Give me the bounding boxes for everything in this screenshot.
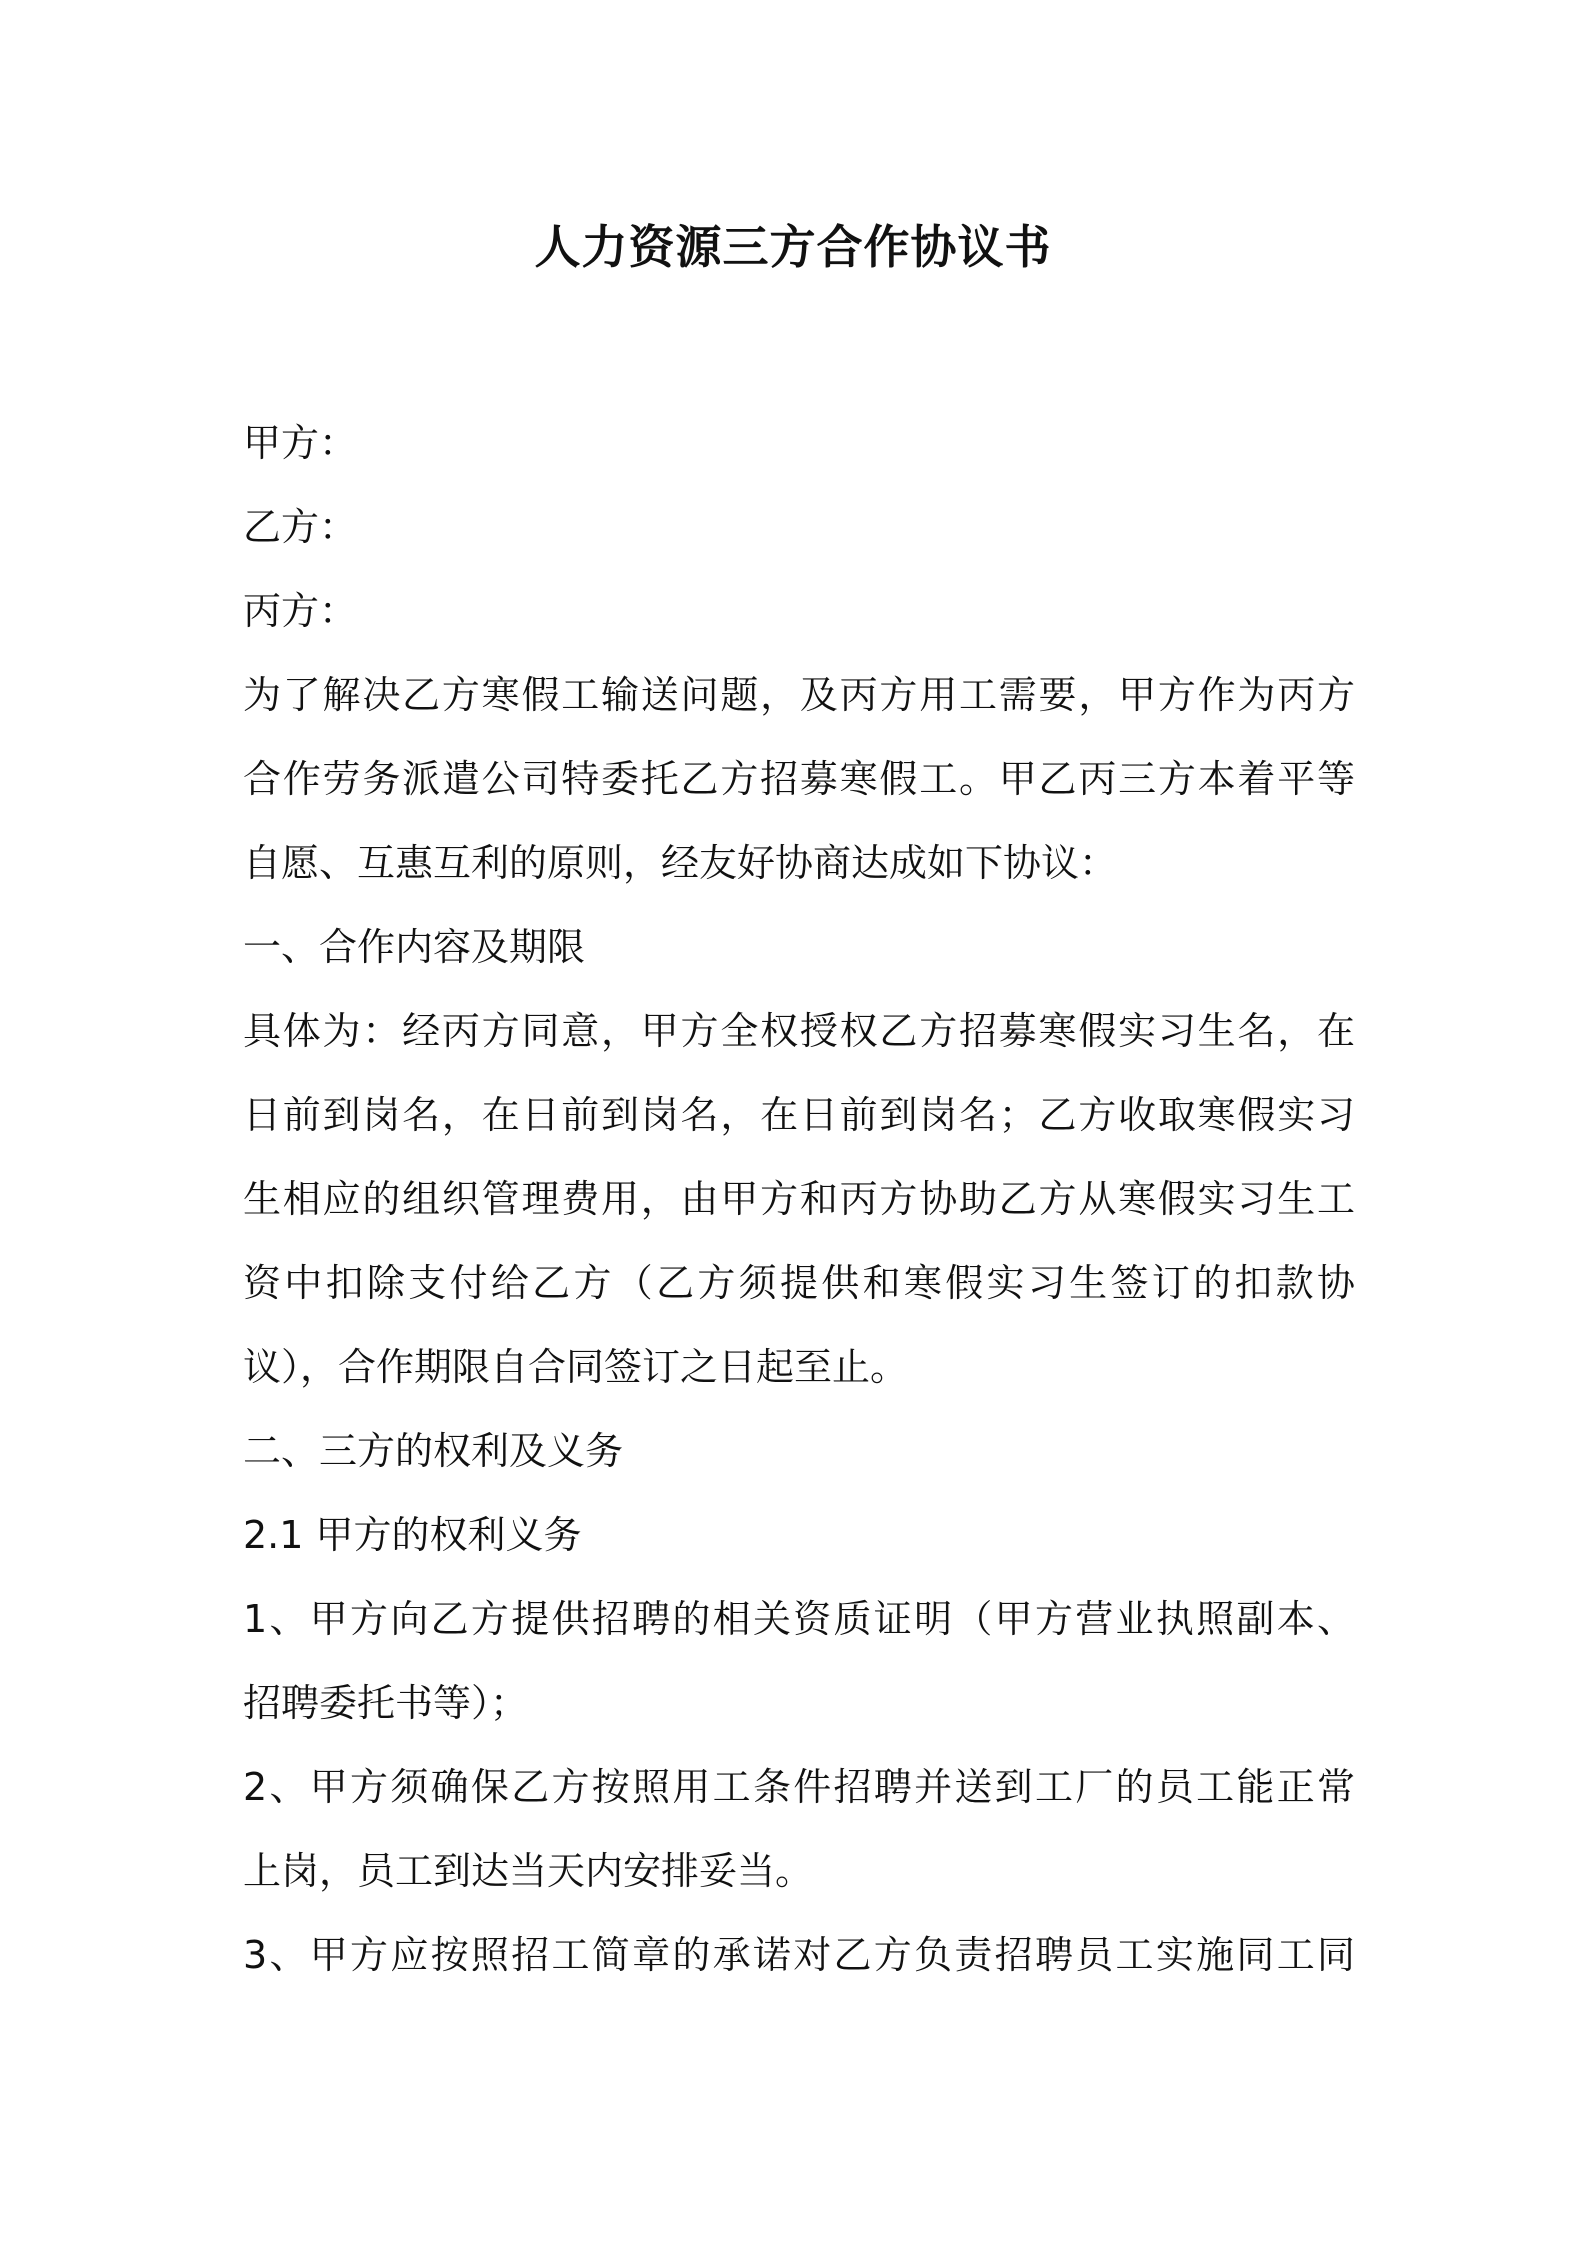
party-c-line: 丙方： [243,589,358,633]
clause-3-line: 3、甲方应按照招工简章的承诺对乙方负责招聘员工实施同工同 [243,1933,1355,1977]
paragraph-line: 为了解决乙方寒假工输送问题，及丙方用工需要，甲方作为丙方 [243,673,1355,717]
paragraph-line: 具体为：经丙方同意，甲方全权授权乙方招募寒假实习生名，在 [243,1009,1355,1053]
clause-2-line: 2、甲方须确保乙方按照用工条件招聘并送到工厂的员工能正常 [243,1765,1355,1809]
party-a-line: 甲方： [243,421,358,465]
clause-1-line: 1、甲方向乙方提供招聘的相关资质证明（甲方营业执照副本、 [243,1597,1355,1641]
paragraph-line: 合作劳务派遣公司特委托乙方招募寒假工。甲乙丙三方本着平等 [243,757,1355,801]
paragraph-line: 生相应的组织管理费用，由甲方和丙方协助乙方从寒假实习生工 [243,1177,1355,1221]
party-b-line: 乙方： [243,505,358,549]
paragraph-line: 议），合作期限自合同签订之日起至止。 [243,1345,909,1389]
section-heading-1: 一、合作内容及期限 [243,925,586,969]
section-heading-2: 二、三方的权利及义务 [243,1429,624,1473]
paragraph-line: 资中扣除支付给乙方（乙方须提供和寒假实习生签订的扣款协 [243,1261,1355,1305]
document-title: 人力资源三方合作协议书 [534,220,1052,274]
clause-1-line: 招聘委托书等）； [243,1681,529,1725]
paragraph-line: 日前到岗名，在日前到岗名，在日前到岗名；乙方收取寒假实习 [243,1093,1355,1137]
document-body [243,401,1355,1997]
clause-2-line: 上岗，员工到达当天内安排妥当。 [243,1849,814,1893]
subsection-heading-2-1: 2.1 甲方的权利义务 [243,1513,582,1557]
paragraph-line: 自愿、互惠互利的原则，经友好协商达成如下协议： [243,841,1118,885]
